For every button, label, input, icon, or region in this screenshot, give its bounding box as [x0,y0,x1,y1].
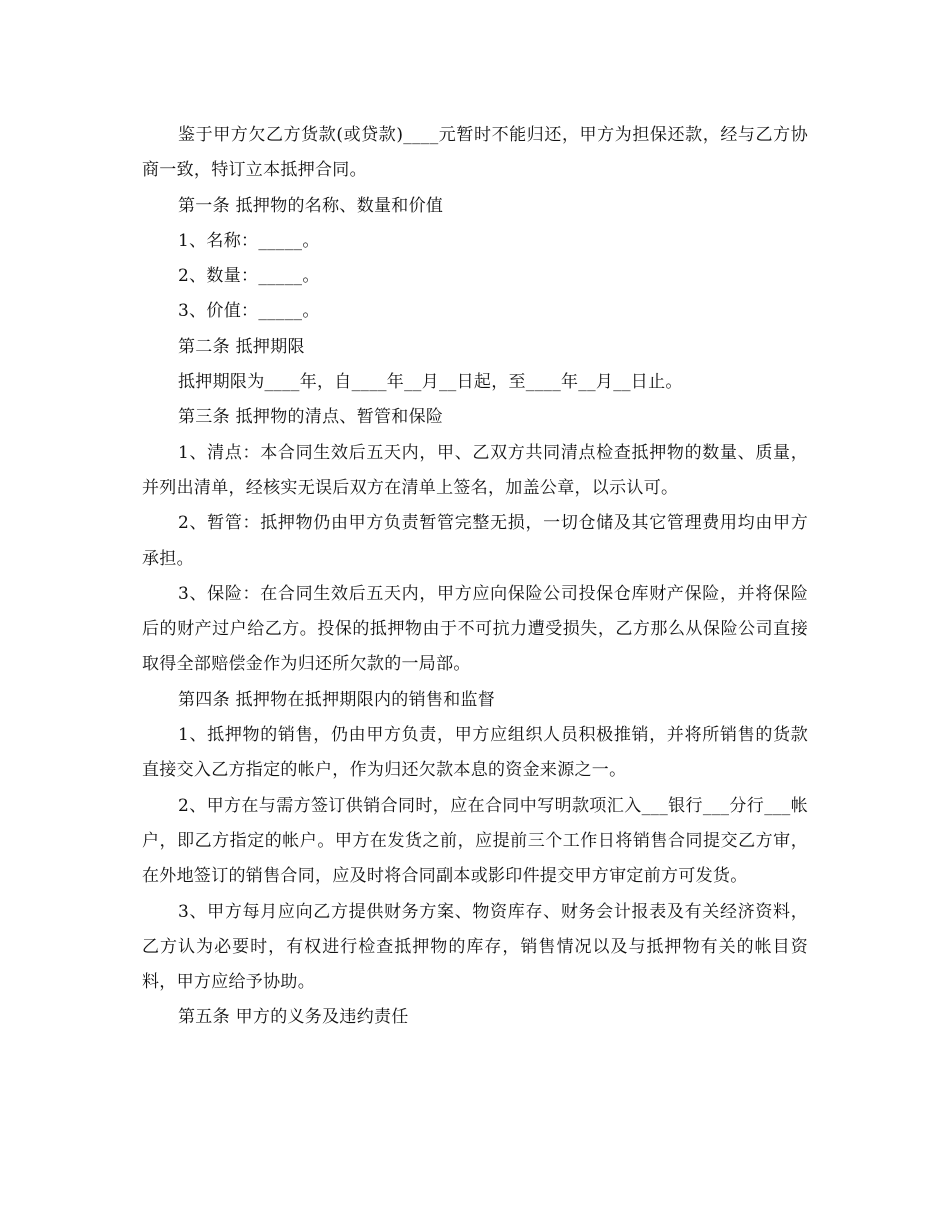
preamble-paragraph: 鉴于甲方欠乙方货款(或贷款)____元暂时不能归还，甲方为担保还款，经与乙方协商一致，特订立本抵押合同。 [142,125,808,181]
article-1-heading: 第一条 抵押物的名称、数量和价值 [178,195,444,216]
contract-body [142,118,808,1036]
clause-inventory-check: 1、清点：本合同生效后五天内，甲、乙双方共同清点检查抵押物的数量、质量，并列出清单，经核实无误后双方在清单上签名，加盖公章，以示认可。 [142,442,808,498]
clause-insurance: 3、保险：在合同生效后五天内，甲方应向保险公司投保仓库财产保险，并将保险后的财产过户给乙方。投保的抵押物由于不可抗力遭受损失，乙方那么从保险公司直接取得全部赔偿金作为归还所欠款的一局部。 [142,583,808,675]
article-4-heading: 第四条 抵押物在抵押期限内的销售和监督 [178,689,496,710]
clause-mortgage-term: 抵押期限为____年，自____年__月__日起，至____年__月__日止。 [178,372,683,393]
article-5-heading: 第五条 甲方的义务及违约责任 [178,1007,409,1028]
clause-name: 1、名称：_____。 [178,230,320,251]
clause-sales: 1、抵押物的销售，仍由甲方负责，甲方应组织人员积极推销，并将所销售的货款直接交入乙方指定的帐户，作为归还欠款本息的资金来源之一。 [142,725,808,781]
clause-monthly-reports: 3、甲方每月应向乙方提供财务方案、物资库存、财务会计报表及有关经济资料，乙方认为必要时，有权进行检查抵押物的库存，销售情况以及与抵押物有关的帐目资料，甲方应给予协助。 [142,901,808,993]
article-3-heading: 第三条 抵押物的清点、暂管和保险 [178,407,444,428]
clause-value: 3、价值：_____。 [178,301,320,322]
article-2-heading: 第二条 抵押期限 [178,336,305,357]
clause-quantity: 2、数量：_____。 [178,266,320,287]
clause-supply-contract: 2、甲方在与需方签订供销合同时，应在合同中写明款项汇入___银行___分行___帐户，即乙方指定的帐户。甲方在发货之前，应提前三个工作日将销售合同提交乙方审，在外地签订的销售合同，应及时将合同副本或影印件提交甲方审定前方可发货。 [142,795,808,887]
clause-custody: 2、暂管：抵押物仍由甲方负责暂管完整无损，一切仓储及其它管理费用均由甲方承担。 [142,513,808,569]
